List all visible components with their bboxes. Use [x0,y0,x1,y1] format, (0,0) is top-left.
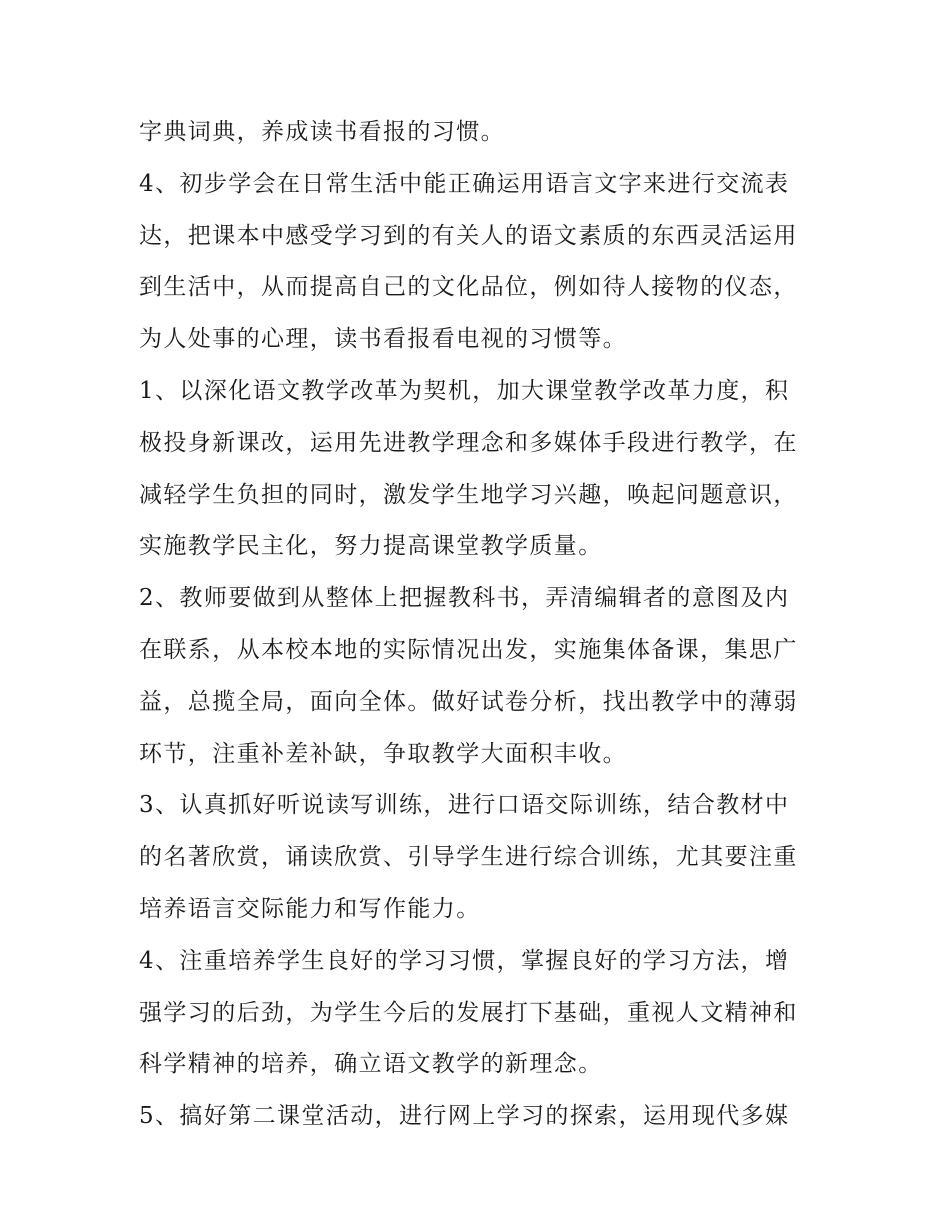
text-line: 到生活中，从而提高自己的文化品位，例如待人接物的仪态， [139,274,798,301]
paragraph-item-5-activities [139,1091,819,1143]
text-line: 为人处事的心理，读书看报看电视的习惯等。 [139,326,627,353]
paragraph-item-4-language-use [139,159,819,366]
text-line: 1、以深化语文教学改革为契机，加大课堂教学改革力度，积 [139,377,790,404]
text-line: 培养语言交际能力和写作能力。 [139,895,481,922]
text-line: 2、教师要做到从整体上把握教科书，弄清编辑者的意图及内 [139,585,790,612]
text-line: 4、注重培养学生良好的学习习惯，掌握良好的学习方法，增 [139,947,790,974]
text-line: 字典词典，养成读书看报的习惯。 [139,119,505,145]
text-line: 3、认真抓好听说读写训练，进行口语交际训练，结合教材中 [139,792,790,819]
text-line: 5、搞好第二课堂活动，进行网上学习的探索，运用现代多媒 [139,1103,790,1130]
paragraph-item-3-training [139,780,819,935]
paragraph-continuation [139,107,819,159]
paragraph-item-4-habits [139,936,819,1091]
text-line: 环节，注重补差补缺，争取教学大面积丰收。 [139,740,627,767]
text-line: 在联系，从本校本地的实际情况出发，实施集体备课，集思广 [139,636,798,663]
text-line: 益，总揽全局，面向全体。做好试卷分析，找出教学中的薄弱 [139,688,798,715]
paragraph-item-2-teachers [139,573,819,780]
text-line: 极投身新课改，运用先进教学理念和多媒体手段进行教学，在 [139,429,798,456]
text-line: 科学精神的培养，确立语文教学的新理念。 [139,1051,603,1078]
paragraph-item-1-reform [139,366,819,573]
text-line: 减轻学生负担的同时，激发学生地学习兴趣，唤起问题意识， [139,481,798,508]
text-line: 强学习的后劲，为学生今后的发展打下基础，重视人文精神和 [139,999,798,1026]
text-line: 达，把课本中感受学习到的有关人的语文素质的东西灵活运用 [139,222,798,249]
text-line: 的名著欣赏，诵读欣赏、引导学生进行综合训练，尤其要注重 [139,844,798,871]
document-body [139,107,819,1143]
text-line: 4、初步学会在日常生活中能正确运用语言文字来进行交流表 [139,170,790,197]
text-line: 实施教学民主化，努力提高课堂教学质量。 [139,533,603,560]
